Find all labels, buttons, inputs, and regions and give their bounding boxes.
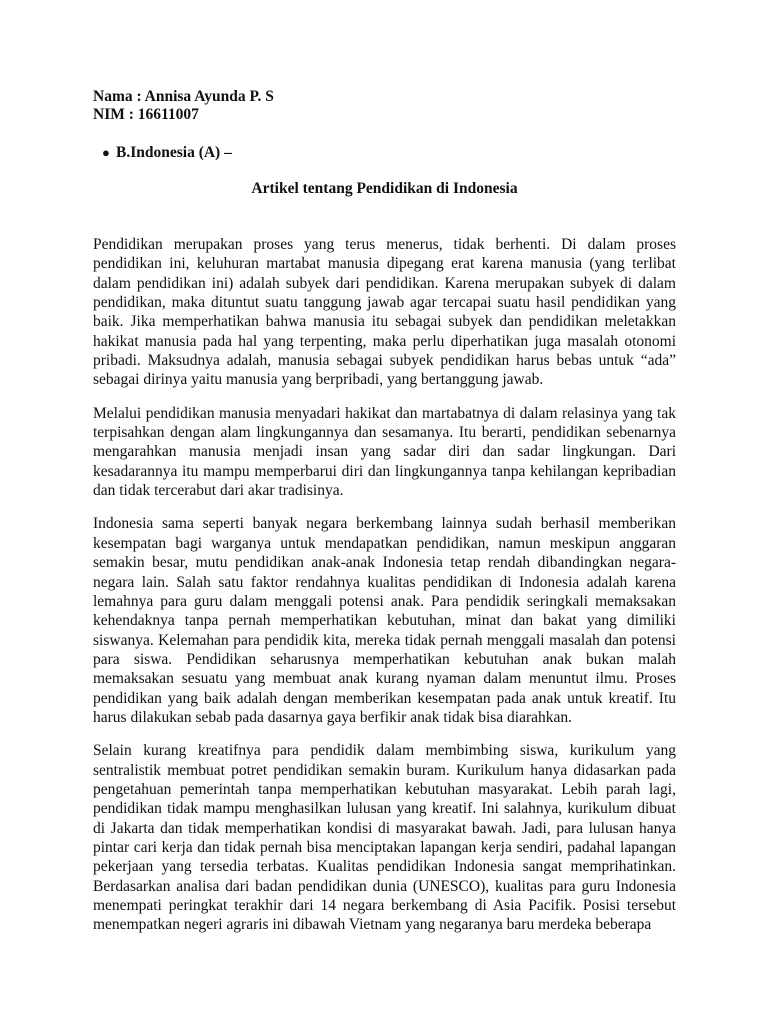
student-name: Nama : Annisa Ayunda P. S [93, 88, 274, 105]
bullet-icon: ● [102, 145, 110, 160]
paragraph-1: Pendidikan merupakan proses yang terus menerus, tidak berhenti. Di dalam proses pendidikan ini, keluhuran martabat manusia dipegang erat karena manusia (yang terlibat dalam pendidikan ini) adalah subyek dari pendidikan. Karena merupakan subyek di dalam pendidikan, maka dituntut suatu tanggung jawab agar tercapai suatu hasil pendidikan yang baik. Jika memperhatikan bahwa manusia itu sebagai subyek dan pendidikan meletakkan hakikat manusia pada hal yang terpenting, maka perlu diperhatikan juga masalah otonomi pribadi. Maksudnya adalah, manusia sebagai subyek pendidikan harus bebas untuk “ada” sebagai dirinya yaitu manusia yang berpribadi, yang bertanggung jawab. [93, 236, 676, 389]
paragraph-3: Indonesia sama seperti banyak negara berkembang lainnya sudah berhasil memberikan kesempatan bagi warganya untuk mendapatkan pendidikan, namun meskipun anggaran semakin besar, mutu pendidikan anak-anak Indonesia tetap rendah dibandingkan negara-negara lain. Salah satu faktor rendahnya kualitas pendidikan di Indonesia adalah karena lemahnya para guru dalam menggali potensi anak. Para pendidik seringkali memaksakan kehendaknya tanpa pernah memperhatikan kebutuhan, minat dan bakat yang dimiliki siswanya. Kelemahan para pendidik kita, mereka tidak pernah menggali masalah dan potensi para siswa. Pendidikan seharusnya memperhatikan kebutuhan anak bukan malah memaksakan sesuatu yang membuat anak kurang nyaman dalam menuntut ilmu. Proses pendidikan yang baik adalah dengan memberikan kesempatan pada anak untuk kreatif. Itu harus dilakukan sebab pada dasarnya gaya berfikir anak tidak bisa diarahkan. [93, 515, 676, 726]
article-body [93, 235, 676, 935]
paragraph-2: Melalui pendidikan manusia menyadari hakikat dan martabatnya di dalam relasinya yang tak terpisahkan dengan alam lingkungannya dan sesamanya. Itu berarti, pendidikan sebenarnya mengarahkan manusia menjadi insan yang sadar diri dan sadar lingkungan. Dari kesadarannya itu mampu memperbarui diri dan lingkungannya tanpa kehilangan kepribadian dan tidak tercerabut dari akar tradisinya. [93, 404, 676, 500]
student-nim: NIM : 16611007 [93, 106, 199, 123]
paragraph-4: Selain kurang kreatifnya para pendidik dalam membimbing siswa, kurikulum yang sentralistik membuat potret pendidikan semakin buram. Kurikulum hanya didasarkan pada pengetahuan pemerintah tanpa memperhatikan kebutuhan masyarakat. Lebih parah lagi, pendidikan tidak mampu menghasilkan lulusan yang kreatif. Ini salahnya, kurikulum dibuat di Jakarta dan tidak memperhatikan kondisi di masyarakat bawah. Jadi, para lulusan hanya pintar cari kerja dan tidak pernah bisa menciptakan lapangan kerja sendiri, padahal lapangan pekerjaan yang tersedia terbatas. Kualitas pendidikan Indonesia sangat memprihatinkan. Berdasarkan analisa dari badan pendidikan dunia (UNESCO), kualitas para guru Indonesia menempati peringkat terakhir dari 14 negara berkembang di Asia Pacifik. Posisi tersebut menempatkan negeri agraris ini dibawah Vietnam yang negaranya baru merdeka beberapa [93, 742, 676, 934]
article-title: Artikel tentang Pendidikan di Indonesia [251, 180, 518, 197]
course-bullet-item [102, 144, 676, 162]
course-label: B.Indonesia (A) – [116, 144, 232, 161]
